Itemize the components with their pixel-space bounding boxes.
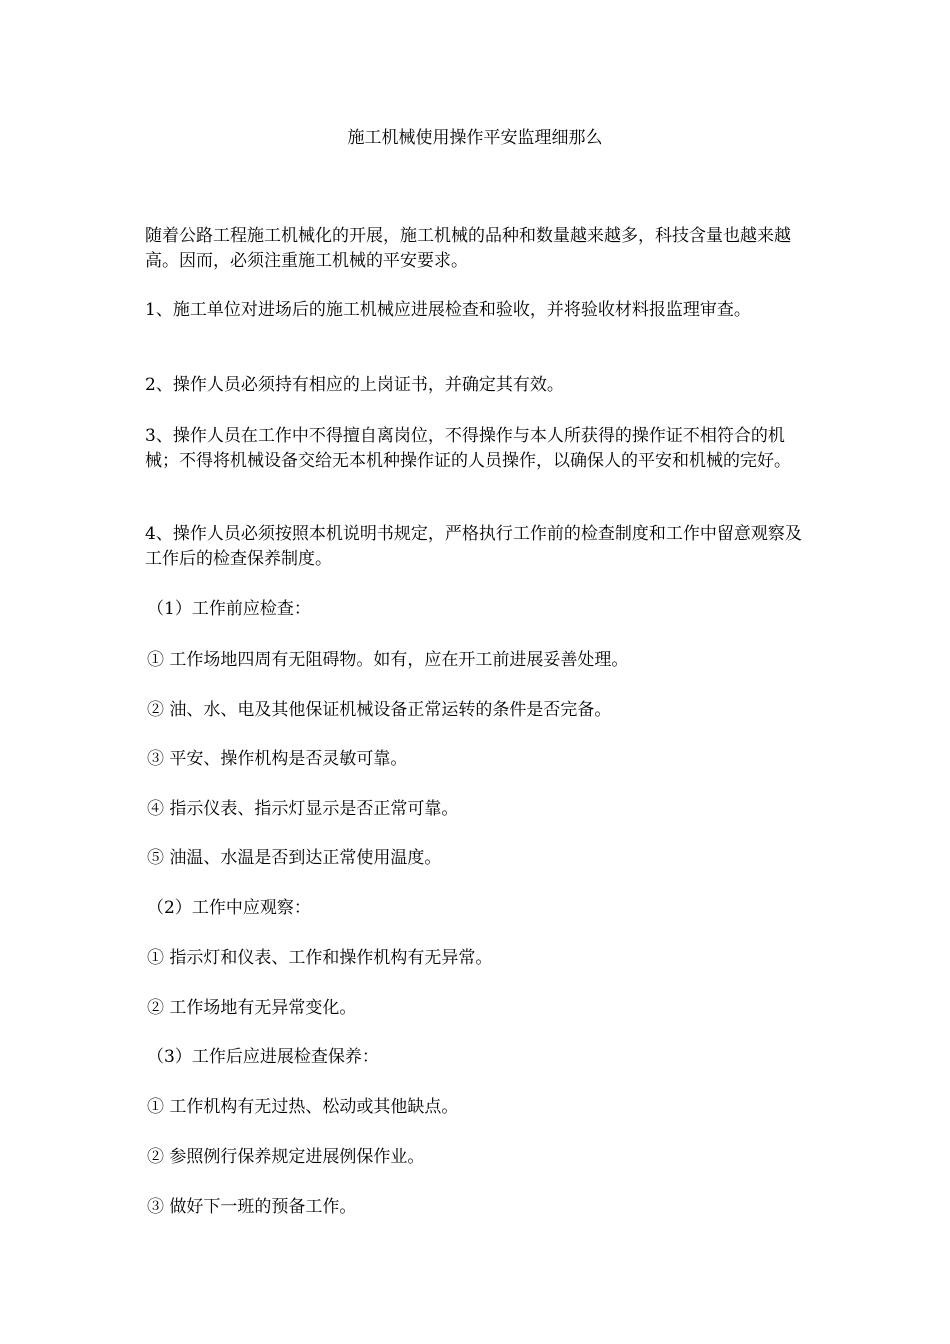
after-work-heading: （3）工作后应进展检查保养： [147,1047,379,1067]
after-work-item-3: ③ 做好下一班的预备工作。 [147,1197,357,1217]
after-work-item-1: ① 工作机构有无过热、松动或其他缺点。 [147,1097,459,1117]
intro-paragraph: 随着公路工程施工机械化的开展，施工机械的品种和数量越来越多，科技含量也越来越高。因而，必须注重施工机械的平安要求。 [145,226,791,271]
point-4: 4、操作人员必须按照本机说明书规定，严格执行工作前的检查制度和工作中留意观察及工作后的检查保养制度。 [145,524,802,569]
point-2: 2、操作人员必须持有相应的上岗证书，并确定其有效。 [145,375,564,395]
before-work-item-2: ② 油、水、电及其他保证机械设备正常运转的条件是否完备。 [147,700,612,720]
during-work-heading: （2）工作中应观察： [147,898,311,918]
point-1: 1、施工单位对进场后的施工机械应进展检查和验收，并将验收材料报监理审查。 [145,300,751,320]
document-title: 施工机械使用操作平安监理细那么 [347,128,603,148]
after-work-item-2: ② 参照例行保养规定进展例保作业。 [147,1147,425,1167]
before-work-item-3: ③ 平安、操作机构是否灵敏可靠。 [147,749,408,769]
before-work-item-5: ⑤ 油温、水温是否到达正常使用温度。 [147,848,442,868]
before-work-item-4: ④ 指示仪表、指示灯显示是否正常可靠。 [147,799,459,819]
before-work-item-1: ① 工作场地四周有无阻碍物。如有，应在开工前进展妥善处理。 [147,650,629,670]
during-work-item-1: ① 指示灯和仪表、工作和操作机构有无异常。 [147,948,493,968]
during-work-item-2: ② 工作场地有无异常变化。 [147,998,357,1018]
point-3: 3、操作人员在工作中不得擅自离岗位，不得操作与本人所获得的操作证不相符合的机械；不得将机械设备交给无本机种操作证的人员操作，以确保人的平安和机械的完好。 [145,426,791,471]
before-work-heading: （1）工作前应检查： [147,599,311,619]
